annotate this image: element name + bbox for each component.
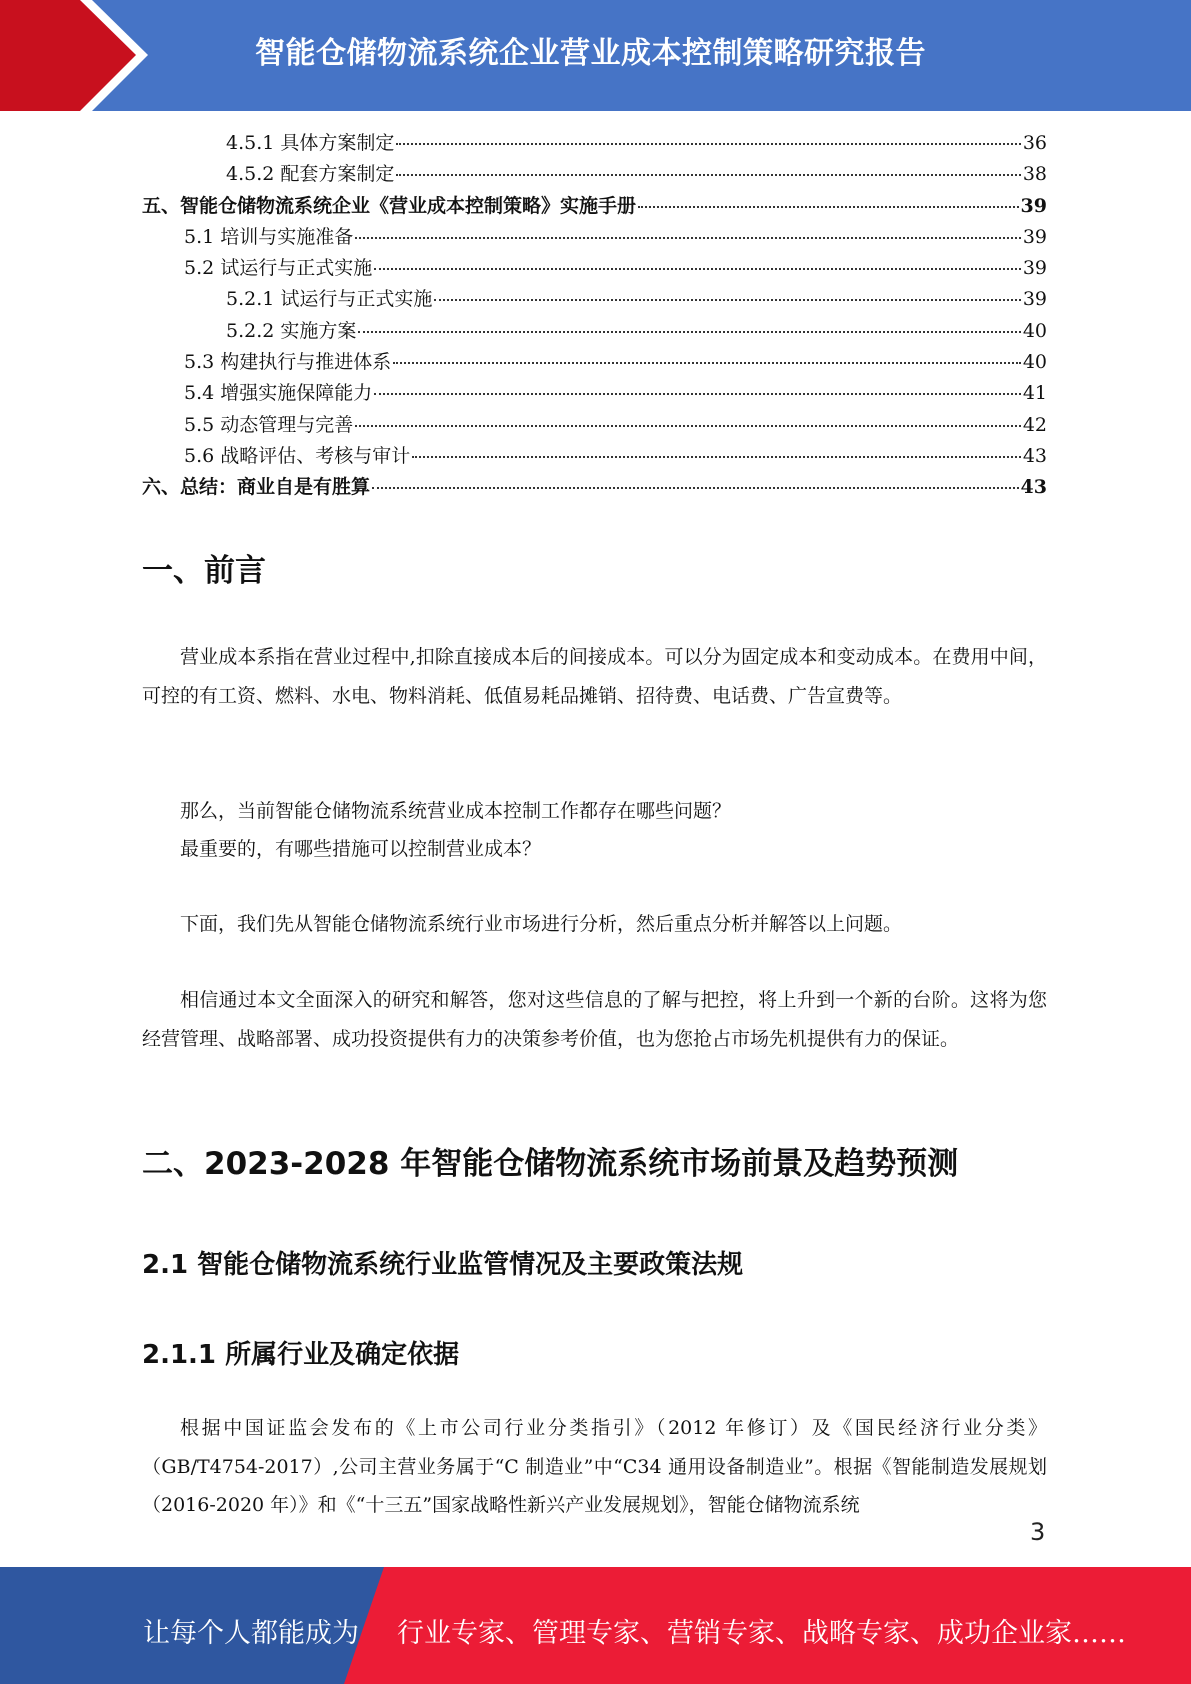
toc-leader-dots <box>358 330 1020 333</box>
toc-entry-page: 42 <box>1022 413 1047 436</box>
toc-entry-page: 39 <box>1022 288 1047 311</box>
paragraph: 最重要的，有哪些措施可以控制营业成本？ <box>180 838 542 860</box>
toc-entry-label: 5.3 构建执行与推进体系 <box>184 351 392 374</box>
header-title: 智能仓储物流系统企业营业成本控制策略研究报告 <box>255 36 926 71</box>
toc-entry[interactable] <box>142 191 1047 222</box>
toc-entry[interactable] <box>142 128 1047 159</box>
table-of-contents <box>142 128 1047 504</box>
toc-leader-dots <box>374 392 1021 395</box>
toc-entry-label: 六、总结：商业自是有胜算 <box>142 476 371 499</box>
paragraph: 营业成本系指在营业过程中,扣除直接成本后的间接成本。可以分为固定成本和变动成本。在费用中间，可控的有工资、燃料、水电、物料消耗、低值易耗品摊销、招待费、电话费、广告宣费等。 <box>142 646 1047 707</box>
toc-leader-dots <box>434 298 1020 301</box>
page-header <box>0 0 1191 111</box>
toc-entry[interactable] <box>142 410 1047 441</box>
toc-entry[interactable] <box>142 284 1047 315</box>
toc-entry-page: 43 <box>1020 476 1047 499</box>
toc-entry-page: 39 <box>1020 194 1047 217</box>
page-number: 3 <box>1030 1518 1046 1546</box>
toc-entry-label: 5.1 培训与实施准备 <box>184 225 354 248</box>
toc-entry-page: 43 <box>1022 444 1047 467</box>
paragraph: 下面，我们先从智能仓储物流系统行业市场进行分析，然后重点分析并解答以上问题。 <box>180 913 903 935</box>
toc-entry[interactable] <box>142 378 1047 409</box>
toc-entry[interactable] <box>142 316 1047 347</box>
toc-entry[interactable] <box>142 347 1047 378</box>
toc-entry-label: 5.2 试运行与正式实施 <box>184 257 373 280</box>
toc-entry-page: 39 <box>1022 225 1047 248</box>
footer-slogan-left: 让每个人都能成为 <box>143 1618 359 1649</box>
toc-entry-label: 五、智能仓储物流系统企业《营业成本控制策略》实施手册 <box>142 194 637 217</box>
toc-entry-label: 4.5.2 配套方案制定 <box>226 163 395 186</box>
toc-entry-page: 41 <box>1022 382 1047 405</box>
toc-leader-dots <box>355 424 1021 427</box>
section-heading-forecast: 二、2023-2028 年智能仓储物流系统市场前景及趋势预测 <box>142 1146 959 1182</box>
toc-entry-label: 4.5.1 具体方案制定 <box>226 132 395 154</box>
toc-leader-dots <box>396 142 1020 145</box>
toc-leader-dots <box>412 455 1021 458</box>
toc-entry-label: 5.6 战略评估、考核与审计 <box>184 444 411 467</box>
toc-entry-page: 40 <box>1022 319 1047 342</box>
page-footer <box>0 1567 1191 1684</box>
toc-entry-label: 5.5 动态管理与完善 <box>184 413 354 436</box>
footer-slogan-right: 行业专家、管理专家、营销专家、战略专家、成功企业家…… <box>397 1618 1126 1649</box>
toc-entry[interactable] <box>142 472 1047 503</box>
paragraph: 那么，当前智能仓储物流系统营业成本控制工作都存在哪些问题？ <box>180 800 732 822</box>
toc-entry-label: 5.2.1 试运行与正式实施 <box>226 288 433 311</box>
toc-entry-label: 5.2.2 实施方案 <box>226 319 357 342</box>
toc-leader-dots <box>374 267 1021 270</box>
section-heading-preface: 一、前言 <box>142 553 266 589</box>
paragraph: 相信通过本文全面深入的研究和解答，您对这些信息的了解与把控，将上升到一个新的台阶。这将为您经营管理、战略部署、成功投资提供有力的决策参考价值，也为您抢占市场先机提供有力的保证。 <box>142 989 1047 1050</box>
subsection-heading: 2.1 智能仓储物流系统行业监管情况及主要政策法规 <box>142 1250 744 1280</box>
toc-entry-page: 36 <box>1022 132 1047 154</box>
toc-entry-label: 5.4 增强实施保障能力 <box>184 382 373 405</box>
toc-entry[interactable] <box>142 253 1047 284</box>
toc-leader-dots <box>355 236 1021 239</box>
toc-leader-dots <box>638 205 1019 208</box>
toc-entry-page: 38 <box>1022 163 1047 186</box>
toc-entry-page: 39 <box>1022 257 1047 280</box>
subsection-heading: 2.1.1 所属行业及确定依据 <box>142 1340 460 1370</box>
toc-leader-dots <box>372 486 1019 489</box>
toc-entry[interactable] <box>142 441 1047 472</box>
toc-entry[interactable] <box>142 222 1047 253</box>
toc-leader-dots <box>396 173 1020 176</box>
toc-leader-dots <box>393 361 1021 364</box>
paragraph: 根据中国证监会发布的《上市公司行业分类指引》（2012 年修订）及《国民经济行业分类》（GB/T4754-2017）,公司主营业务属于“C 制造业”中“C34 通用设备制造业”。根据《智能制造发展规划（2016-2020 年）》和《“十三五”国家战略性新兴产业发展规划》，智能仓储物流系统 <box>142 1417 1047 1516</box>
toc-entry[interactable] <box>142 159 1047 190</box>
toc-entry-page: 40 <box>1022 351 1047 374</box>
